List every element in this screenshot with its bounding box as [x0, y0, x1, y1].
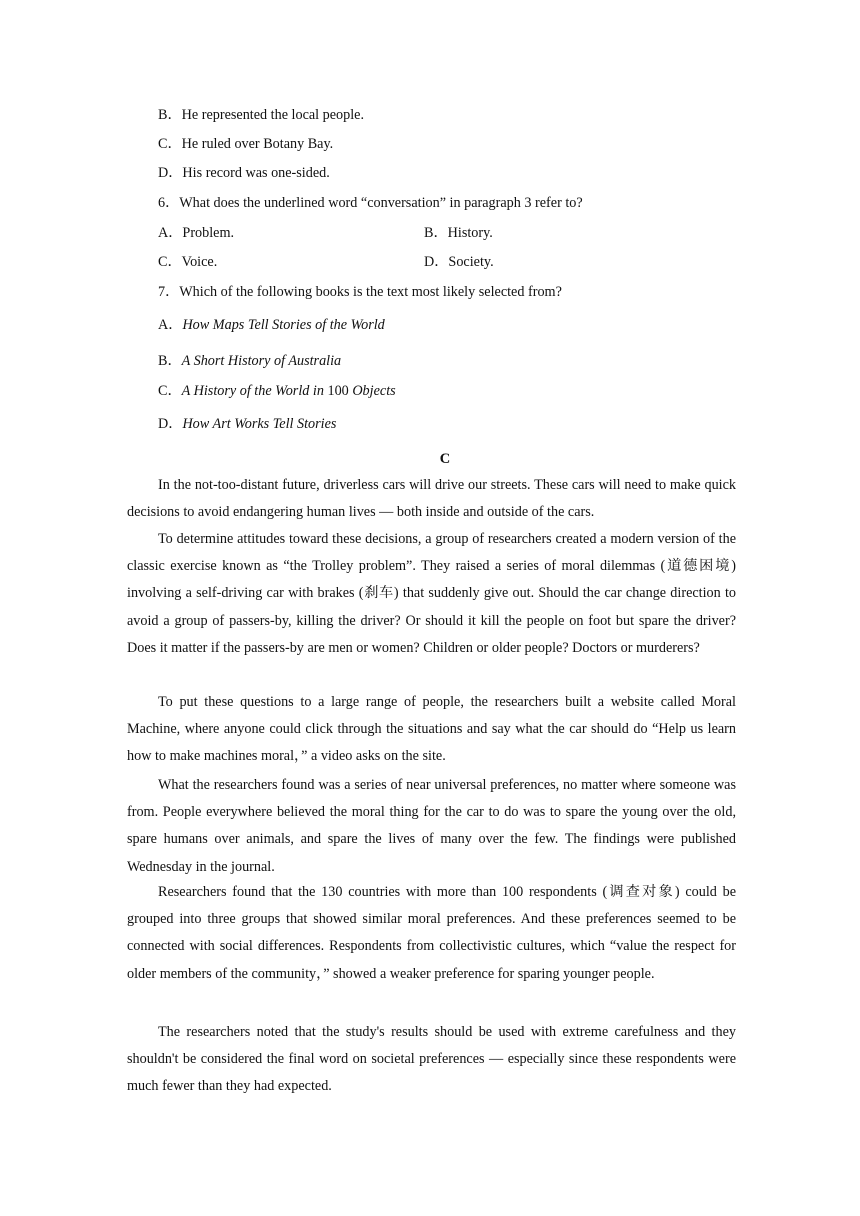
paragraph-1: In the not-too-distant future, driverless cars will drive our streets. These cars will need to make quick decisions to avoid endangering human lives — both inside and outside of the cars. — [127, 477, 736, 521]
q7-option-c — [158, 382, 396, 400]
q7-option-c-title-part1: A History of the World in — [181, 383, 328, 399]
paragraph-6: The researchers noted that the study's results should be used with extreme carefulness and they shouldn't be considered the final word on societal preferences — especially since these respondents were much fewer than they had expected. — [127, 1024, 736, 1095]
q7-option-b-label: B． — [158, 353, 182, 369]
q7-option-a-label: A． — [158, 317, 183, 333]
q6-option-d: D．Society. — [424, 254, 494, 270]
q7-option-a — [158, 316, 385, 334]
q7-option-c-label: C． — [158, 383, 182, 399]
q7-option-c-title-number: 100 — [327, 383, 349, 399]
q5-option-c: C．He ruled over Botany Bay. — [158, 136, 334, 152]
section-heading: C — [439, 451, 451, 467]
paragraph-5: Researchers found that the 130 countries with more than 100 respondents (调查对象) could be grouped into three groups that showed similar moral preferences. And these preferences seemed to be connected with social differences. Respondents from collectivistic cultures, which “value the respect for older members of the community，” showed a weaker preference for sparing younger people. — [127, 884, 736, 982]
q7-option-c-title-part2: Objects — [348, 383, 396, 399]
q7-option-b — [158, 352, 341, 370]
paragraph-2: To determine attitudes toward these decisions, a group of researchers created a modern version of the classic exercise known as “the Trolley problem”. They raised a series of moral dilemmas (道德困境) involving a self-driving car with brakes (刹车) that suddenly give out. Should the car change direction to avoid a group of passers-by, killing the driver? Or should it kill the people on foot but spare the driver? Does it matter if the passers-by are men or women? Children or older people? Doctors or murderers? — [127, 531, 736, 656]
paragraph-4: What the researchers found was a series of near universal preferences, no matter where someone was from. People everywhere believed the moral thing for the car to do was to spare the young over the old, spare humans over animals, and spare the lives of many over the few. The findings were published Wednesday in the journal. — [127, 777, 736, 875]
q5-option-d: D．His record was one-sided. — [158, 165, 330, 181]
q6-option-c: C．Voice. — [158, 254, 218, 270]
q7-option-d — [158, 415, 336, 433]
q7-option-b-title: A Short History of Australia — [181, 353, 342, 369]
q5-option-b: B．He represented the local people. — [158, 107, 365, 123]
q7-option-d-label: D． — [158, 416, 183, 432]
q7-option-a-title: How Maps Tell Stories of the World — [182, 317, 385, 333]
q6-option-a: A．Problem. — [158, 225, 235, 241]
q7-stem: 7．Which of the following books is the text most likely selected from? — [158, 284, 562, 300]
q6-stem: 6．What does the underlined word “conversation” in paragraph 3 refer to? — [158, 195, 583, 211]
paragraph-3: To put these questions to a large range of people, the researchers built a website called Moral Machine, where anyone could click through the situations and say what the car should do “Help us learn how to make machines moral，” a video asks on the site. — [127, 694, 736, 765]
q6-option-b: B．History. — [424, 225, 493, 241]
q7-option-d-title: How Art Works Tell Stories — [182, 416, 337, 432]
